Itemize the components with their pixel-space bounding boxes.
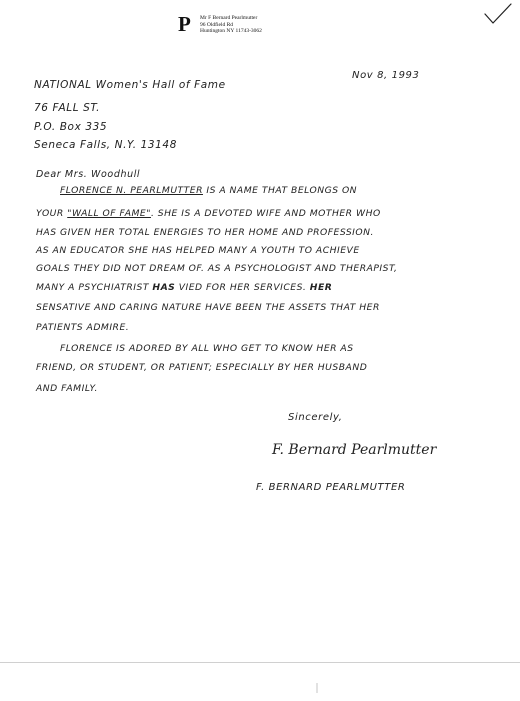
body-line-4: AS AN EDUCATOR SHE HAS HELPED MANY A YOUTH TO ACHIEVE <box>36 245 360 256</box>
body-line-5: GOALS THEY DID NOT DREAM OF. AS A PSYCHOLOGIST AND THERAPIST, <box>36 263 398 274</box>
recipient-line-4: Seneca Falls, N.Y. 13148 <box>34 139 177 151</box>
body-line-1: FLORENCE N. PEARLMUTTER IS A NAME THAT BELONGS ON <box>60 185 358 196</box>
recipient-line-3: P.O. Box 335 <box>34 121 108 133</box>
scan-mark <box>316 683 318 693</box>
body-line-7: SENSATIVE AND CARING NATURE HAVE BEEN THE ASSETS THAT HER <box>36 302 380 313</box>
body-line-9: FLORENCE IS ADORED BY ALL WHO GET TO KNOW HER AS <box>60 343 354 354</box>
letterhead-address <box>200 15 262 35</box>
letter-date: Nov 8, 1993 <box>352 70 420 81</box>
wall-of-fame-text: "WALL OF FAME" <box>67 208 151 219</box>
printed-name: F. BERNARD PEARLMUTTER <box>256 482 406 493</box>
page-divider <box>0 662 520 663</box>
letterhead-street: 96 Oldfield Rd <box>200 21 233 28</box>
check-mark-icon <box>483 2 513 28</box>
body-line-3: HAS GIVEN HER TOTAL ENERGIES TO HER HOME AND PROFESSION. <box>36 227 374 238</box>
letterhead-city: Huntington NY 11743-3062 <box>200 28 262 35</box>
body-line-6: MANY A PSYCHIATRIST HAS VIED FOR HER SERVICES. HER <box>36 282 333 293</box>
nominee-name: FLORENCE N. PEARLMUTTER <box>60 185 203 196</box>
recipient-line-2: 76 FALL ST. <box>34 102 101 114</box>
body-line-8: PATIENTS ADMIRE. <box>36 322 130 333</box>
recipient-line-1: NATIONAL Women's Hall of Fame <box>34 79 226 91</box>
body-line-10: FRIEND, OR STUDENT, OR PATIENT; ESPECIALLY BY HER HUSBAND <box>36 362 368 373</box>
salutation: Dear Mrs. Woodhull <box>36 169 141 180</box>
signature: F. Bernard Pearlmutter <box>272 442 437 458</box>
body-line-2: YOUR "WALL OF FAME". SHE IS A DEVOTED WIFE AND MOTHER WHO <box>36 208 381 219</box>
letterhead-name: Mr F Bernard Pearlmutter <box>200 15 258 21</box>
letterhead-logo: P <box>178 12 191 36</box>
closing: Sincerely, <box>288 412 343 423</box>
body-line-11: AND FAMILY. <box>36 383 98 394</box>
